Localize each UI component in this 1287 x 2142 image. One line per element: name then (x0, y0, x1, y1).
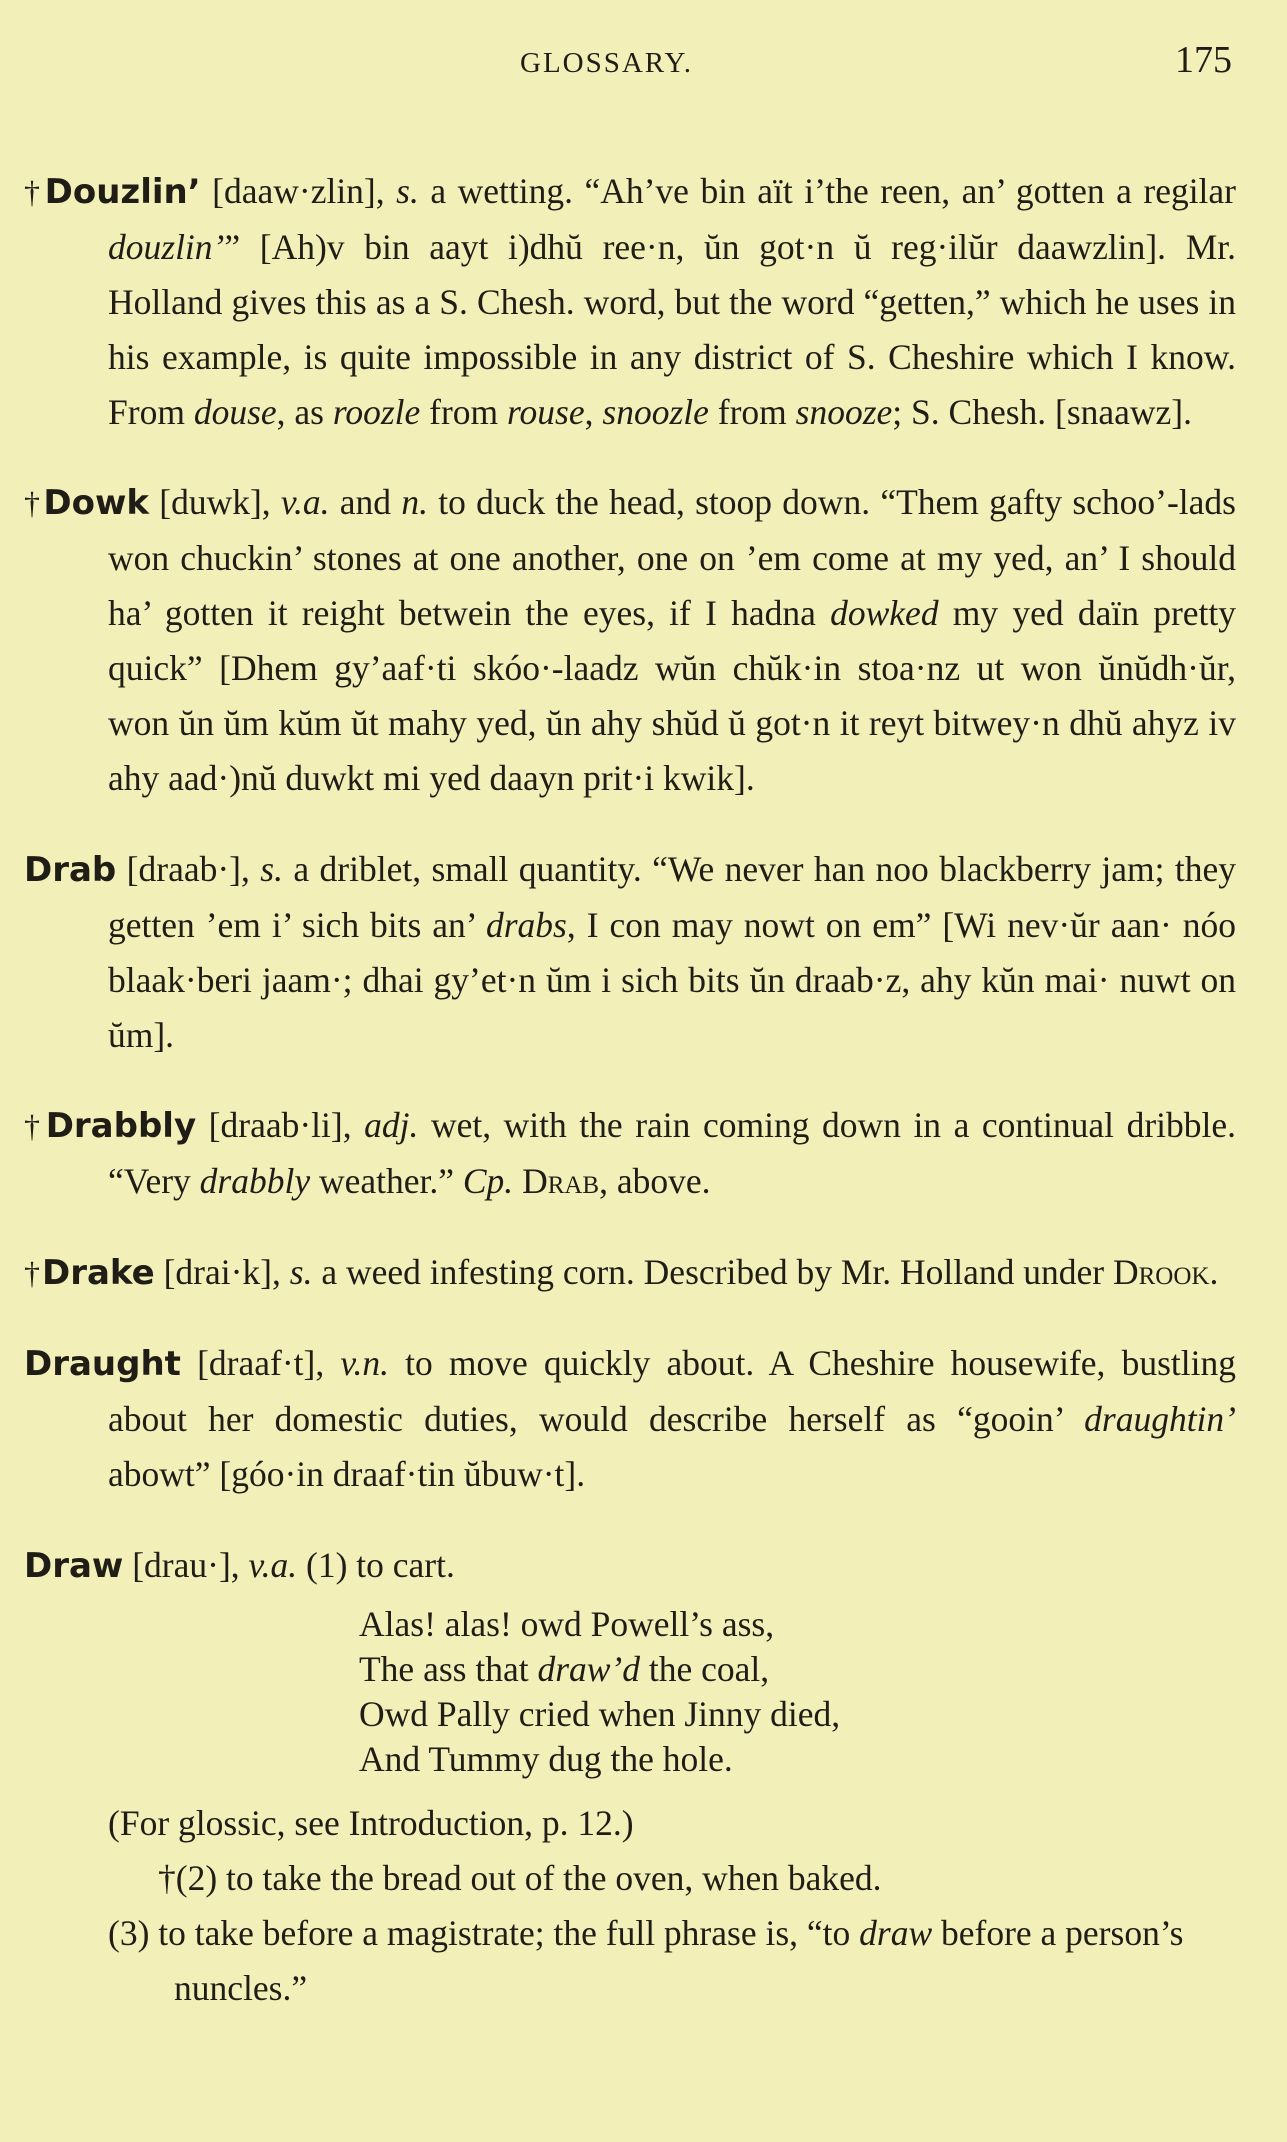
definition-text: , above. (599, 1161, 711, 1201)
definition-text: and (329, 482, 402, 522)
italic-term: dowked (830, 593, 939, 633)
italic-term: roozle (332, 391, 421, 432)
entry-dowk (24, 475, 1236, 806)
definition-text: , I con may nowt on em” [Wi nev·ŭr aan· nóo blaak·beri jaam·; dhai gy’et·n ŭm i sich bits ŭn draab·z, ahy kŭn mai· nuwt on ŭm]. (108, 904, 1236, 1055)
verse-line: And Tummy dug the hole. (359, 1738, 733, 1779)
entry-drabbly (24, 1098, 1236, 1209)
verse-line (359, 1647, 1236, 1692)
dagger-mark: † (24, 1108, 44, 1144)
definition-text: abowt” [góo·in draaf·tin ŭbuw·t]. (108, 1454, 586, 1494)
grammar-label: v.n. (340, 1343, 389, 1383)
headword: Drake (42, 1252, 155, 1293)
definition-text: from (708, 391, 796, 432)
grammar-label: adj. (364, 1105, 419, 1145)
italic-term: draw’d (537, 1648, 641, 1689)
verse-line: Alas! alas! owd Powell’s ass, (359, 1603, 775, 1644)
pronunciation: [draab·li], (196, 1105, 365, 1145)
page-number: 175 (1175, 39, 1232, 81)
definition-text: (1) to cart. (297, 1544, 455, 1585)
running-head (520, 38, 1232, 82)
headword: Draw (24, 1545, 124, 1586)
entry-drake (24, 1245, 1236, 1301)
grammar-label: s. (260, 848, 283, 889)
pronunciation: [daaw·zlin], (200, 170, 397, 211)
definition-text: ; S. Chesh. [snaawz]. (892, 391, 1193, 432)
definition-text: a weed infesting corn. Described by Mr. Holland under (312, 1251, 1113, 1292)
pronunciation: [duwk], (149, 482, 281, 522)
grammar-label: s. (396, 170, 419, 211)
italic-term: snoozle (602, 391, 709, 432)
sense-2: †(2) to take the bread out of the oven, when baked. (158, 1857, 882, 1898)
headword: Drab (24, 849, 117, 890)
glossic-note: (For glossic, see Introduction, p. 12.) (108, 1802, 634, 1843)
entry-draught (24, 1336, 1236, 1502)
pronunciation: [drai·k], (154, 1251, 290, 1292)
definition-text (513, 1161, 522, 1201)
dagger-mark: † (24, 485, 42, 521)
entry-drab (24, 842, 1236, 1063)
italic-term: snooze (795, 391, 893, 432)
definition-text: my yed daïn pretty quick” [Dhem gy’aaf·ti skóo·-laadz wŭn chŭk·in stoa·nz ut won ŭnŭdh·ŭr, won ŭn ŭm kŭm ŭt mahy yed, ŭn ahy shŭd ŭ got·n it reyt bitwey·n dhŭ ahyz iv ahy aad·)nŭ duwkt mi yed daayn prit·i kwik]. (108, 593, 1236, 798)
sense-text: (3) to take before a magistrate; the full phrase is, “to (108, 1912, 860, 1953)
pronunciation: [drau·], (123, 1544, 249, 1585)
italic-term: douse (193, 391, 277, 432)
dagger-mark: † (24, 173, 43, 210)
pronunciation: [draab·], (116, 848, 261, 889)
grammar-label: v.a. (280, 482, 330, 522)
cross-reference: Drab (522, 1161, 600, 1201)
pronunciation: [draaf·t], (180, 1343, 341, 1383)
cross-reference: Drook (1112, 1251, 1210, 1292)
definition-text: a driblet, small quantity. “We never han noo blackberry jam; they getten ’em i’ sich bits an’ (108, 848, 1236, 945)
definition-text: to duck the head, stoop down. “Them gafty schoo’-lads won chuckin’ stones at one another, one on ’em come at my yed, an’ I should ha’ gotten it reight betwein the eyes, if I hadna (108, 482, 1236, 633)
italic-term: rouse (507, 391, 585, 432)
grammar-label: n. (401, 482, 428, 522)
definition-text: , as (276, 391, 333, 432)
definition-text: , (584, 391, 603, 432)
definition-text: ” [Ah)v bin aayt i)dhŭ ree·n, ŭn got·n ŭ reg·ilŭr daawzlin]. Mr. Holland gives this as a S. Chesh. word, but the word “getten,” which he uses in his example, is quite impossible in any district of S. Cheshire which I know. From (108, 226, 1236, 432)
verse-text: the coal, (640, 1648, 770, 1689)
glossary-content (24, 128, 1236, 2016)
verse-text: The ass that (359, 1648, 538, 1689)
definition-text: . (1209, 1251, 1219, 1292)
sense-3 (24, 1906, 1236, 2016)
headword: Dowk (43, 483, 149, 523)
compare-label: Cp. (462, 1161, 514, 1201)
definition-text: from (420, 391, 508, 432)
italic-term: drabbly (199, 1161, 311, 1201)
definition-text: a wetting. “Ah’ve bin aït i’the reen, an’ gotten a regilar (418, 170, 1237, 211)
grammar-label: s. (289, 1251, 313, 1292)
italic-term: douzlin’ (108, 226, 225, 267)
grammar-label: v.a. (248, 1544, 298, 1585)
entry-draw (24, 1538, 1236, 1594)
verse-line: Owd Pally cried when Jinny died, (359, 1693, 841, 1734)
entry-douzlin (24, 164, 1236, 440)
italic-term: draw (859, 1912, 933, 1953)
section-title: GLOSSARY. (520, 47, 693, 79)
definition-text: to move quickly about. A Cheshire housewife, bustling about her domestic duties, would describe herself as “gooin’ (108, 1343, 1236, 1439)
italic-term: draughtin’ (1084, 1399, 1236, 1439)
dagger-mark: † (24, 1254, 40, 1291)
italic-term: drabs (485, 904, 567, 945)
headword: Douzlin’ (44, 171, 201, 212)
definition-text: wet, with the rain coming down in a continual dribble. “Very (108, 1105, 1237, 1201)
verse-quote (359, 1602, 1236, 1782)
headword: Draught (24, 1344, 181, 1384)
headword: Drabbly (45, 1106, 197, 1146)
sense-text: before a person’s nuncles.” (174, 1912, 1184, 2008)
definition-text: weather.” (310, 1161, 463, 1201)
